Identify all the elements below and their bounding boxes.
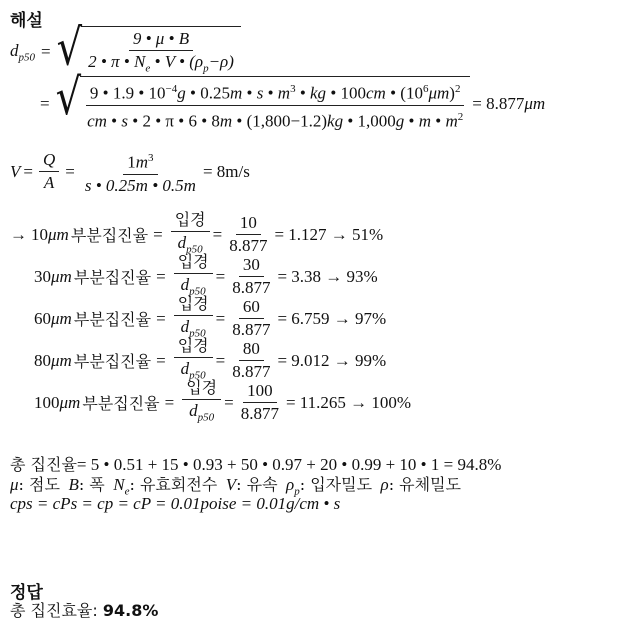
sqrt-sign: √ (55, 69, 82, 127)
partial-efficiency-row: 30 μm 부분집진율 = $\frac{\text{입경}}{d_{p50}}$ = $\frac{30}{8.877}$ = 3.38 → 93% (34, 252, 378, 298)
sqrt-expression (55, 69, 471, 131)
formula-substitution: = √ $\frac{9 • 1.9 • 10^{-4}g • 0.25m • s • m^3 • kg • 100cm • (10^6\mu m)^2}{cm • s • 2 • \pi • 6 • 8m • (1,800-1.2)kg • 1,000g • m • m^2}$ = 8.877 μm (40, 76, 545, 131)
total-efficiency-line: 총 집진율= 5 • 0.51 + 15 • 0.93 + 50 • 0.97 + 20 • 0.99 + 10 • 1 = 94.8% (10, 455, 502, 474)
arrow-icon: → (10, 224, 27, 244)
partial-efficiency-row: 60 μm 부분집진율 = $\frac{\text{입경}}{d_{p50}}$ = $\frac{60}{8.877}$ = 6.759 → 97% (34, 294, 387, 340)
fraction: $\frac{9 • \mu • B}{2 • \pi • N_e • V • (\rho_p-\rho)}$ (88, 29, 234, 75)
sqrt-expression (56, 19, 241, 78)
formula-dp50: $d_{p50}$ = √ $\frac{9 • \mu • B}{2 • \pi • N_e • V • (\rho_p-\rho)}$ (10, 26, 241, 78)
answer-line: 총 집진효율: 94.8% (10, 601, 159, 620)
fraction: $\frac{9 • 1.9 • 10^{-4}g • 0.25m • s • m^3 • kg • 100cm • (10^6\mu m)^2}{cm • s • 2 • \pi • 6 • 8m • (1,800-1.2)kg • 1,000g • m • m^2}$ (83, 79, 467, 131)
dp50-symbol: $d_{p50}$ (10, 41, 35, 64)
partial-efficiency-row: 100 μm 부분집진율 = $\frac{\text{입경}}{d_{p50}}$ = $\frac{100}{8.877}$ = 11.265 → 100% (34, 378, 412, 424)
formula-velocity: V = $\frac{Q}{A}$ = $\frac{1m^3}{s • 0.25m • 0.5m}$ = 8m/s (10, 148, 250, 196)
partial-efficiency-row: 80 μm 부분집진율 = $\frac{\text{입경}}{d_{p50}}$ = $\frac{80}{8.877}$ = 9.012 → 99% (34, 336, 387, 382)
answer-heading: 정답 (10, 583, 43, 603)
variable-legend: μ: 점도 B: 폭 $N_e$: 유효회전수 V: 유속 $\rho_p$: 입자밀도 ρ: 유체밀도 (10, 475, 462, 498)
partial-efficiency-row: → 10 μm 부분집진율 = $\frac{\text{입경}}{d_{p50}}$ = $\frac{10}{8.877}$ = 1.127 → 51% (10, 210, 384, 256)
solution-heading: 해설 (10, 11, 43, 31)
units-note: cps = cPs = cp = cP = 0.01poise = 0.01g/cm • s (10, 494, 341, 513)
answer-value: 94.8% (102, 601, 159, 620)
sqrt-sign: √ (56, 19, 83, 77)
